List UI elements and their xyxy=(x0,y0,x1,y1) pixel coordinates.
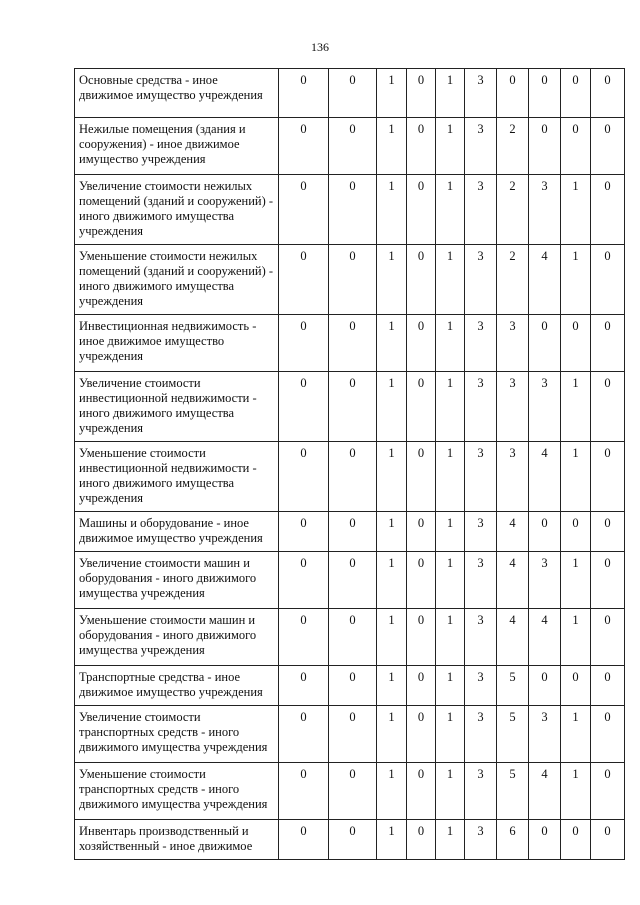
account-code-digit-cell: 3 xyxy=(497,315,529,372)
account-name-cell: Транспортные средства - иное движимое имущество учреждения xyxy=(75,666,279,706)
account-code-digit-cell: 0 xyxy=(279,442,329,512)
account-name-cell: Уменьшение стоимости транспортных средств - иного движимого имущества учреждения xyxy=(75,763,279,820)
account-code-digit-cell: 0 xyxy=(279,552,329,609)
table-row xyxy=(75,552,625,609)
account-code-digit-cell: 0 xyxy=(561,69,591,118)
account-code-digit-cell: 0 xyxy=(407,69,436,118)
account-code-digit-cell: 0 xyxy=(591,372,625,442)
account-code-digit-cell: 0 xyxy=(407,609,436,666)
account-code-digit-cell: 1 xyxy=(561,552,591,609)
account-name-cell: Увеличение стоимости инвестиционной недвижимости - иного движимого имущества учреждения xyxy=(75,372,279,442)
account-code-digit-cell: 0 xyxy=(407,442,436,512)
account-code-digit-cell: 0 xyxy=(561,315,591,372)
account-code-digit-cell: 0 xyxy=(591,552,625,609)
account-code-digit-cell: 1 xyxy=(561,442,591,512)
account-code-digit-cell: 4 xyxy=(529,609,561,666)
account-code-digit-cell: 0 xyxy=(329,820,377,860)
account-code-digit-cell: 3 xyxy=(529,706,561,763)
account-code-digit-cell: 0 xyxy=(329,372,377,442)
account-code-digit-cell: 0 xyxy=(407,706,436,763)
account-name-cell: Увеличение стоимости транспортных средств - иного движимого имущества учреждения xyxy=(75,706,279,763)
account-code-digit-cell: 1 xyxy=(377,820,407,860)
account-code-digit-cell: 1 xyxy=(377,315,407,372)
account-code-digit-cell: 0 xyxy=(279,512,329,552)
account-code-digit-cell: 1 xyxy=(436,442,465,512)
account-code-digit-cell: 0 xyxy=(329,763,377,820)
account-code-digit-cell: 0 xyxy=(279,820,329,860)
account-code-digit-cell: 0 xyxy=(561,118,591,175)
account-code-digit-cell: 1 xyxy=(377,706,407,763)
account-code-digit-cell: 1 xyxy=(377,442,407,512)
account-code-digit-cell: 0 xyxy=(329,315,377,372)
account-code-digit-cell: 5 xyxy=(497,706,529,763)
account-code-digit-cell: 2 xyxy=(497,245,529,315)
account-code-digit-cell: 0 xyxy=(529,315,561,372)
account-code-digit-cell: 3 xyxy=(465,706,497,763)
account-code-digit-cell: 1 xyxy=(436,820,465,860)
account-code-digit-cell: 1 xyxy=(377,763,407,820)
account-code-digit-cell: 1 xyxy=(561,763,591,820)
account-code-digit-cell: 0 xyxy=(407,763,436,820)
account-code-digit-cell: 0 xyxy=(279,666,329,706)
page-number: 136 xyxy=(311,40,329,54)
account-code-digit-cell: 0 xyxy=(279,315,329,372)
account-code-digit-cell: 1 xyxy=(436,315,465,372)
account-code-digit-cell: 0 xyxy=(279,118,329,175)
account-code-digit-cell: 0 xyxy=(529,69,561,118)
account-name-cell: Уменьшение стоимости машин и оборудования - иного движимого имущества учреждения xyxy=(75,609,279,666)
account-code-digit-cell: 1 xyxy=(436,69,465,118)
account-code-digit-cell: 0 xyxy=(591,245,625,315)
account-code-digit-cell: 3 xyxy=(465,609,497,666)
account-code-digit-cell: 0 xyxy=(329,609,377,666)
account-code-digit-cell: 0 xyxy=(591,118,625,175)
account-code-digit-cell: 0 xyxy=(279,69,329,118)
account-code-digit-cell: 0 xyxy=(407,118,436,175)
account-code-digit-cell: 1 xyxy=(436,763,465,820)
account-code-digit-cell: 1 xyxy=(436,706,465,763)
account-code-digit-cell: 1 xyxy=(377,175,407,245)
account-code-digit-cell: 0 xyxy=(591,175,625,245)
table-row xyxy=(75,245,625,315)
account-code-digit-cell: 0 xyxy=(407,315,436,372)
account-code-digit-cell: 0 xyxy=(279,609,329,666)
account-code-digit-cell: 0 xyxy=(529,512,561,552)
account-code-digit-cell: 0 xyxy=(407,245,436,315)
account-code-digit-cell: 0 xyxy=(329,69,377,118)
account-code-digit-cell: 3 xyxy=(465,512,497,552)
account-code-digit-cell: 0 xyxy=(561,512,591,552)
table-row xyxy=(75,512,625,552)
table-row xyxy=(75,175,625,245)
table-row xyxy=(75,442,625,512)
account-code-digit-cell: 0 xyxy=(279,763,329,820)
account-code-digit-cell: 3 xyxy=(529,372,561,442)
account-code-table xyxy=(74,68,625,860)
account-code-digit-cell: 5 xyxy=(497,666,529,706)
account-code-digit-cell: 1 xyxy=(436,552,465,609)
table-row xyxy=(75,372,625,442)
table-row xyxy=(75,820,625,860)
account-name-cell: Основные средства - иное движимое имущество учреждения xyxy=(75,69,279,118)
account-code-digit-cell: 0 xyxy=(529,666,561,706)
table-row xyxy=(75,118,625,175)
account-code-digit-cell: 0 xyxy=(407,552,436,609)
account-code-digit-cell: 0 xyxy=(407,372,436,442)
account-code-digit-cell: 0 xyxy=(561,666,591,706)
account-code-digit-cell: 3 xyxy=(497,372,529,442)
account-code-digit-cell: 0 xyxy=(279,706,329,763)
account-code-digit-cell: 1 xyxy=(377,69,407,118)
account-code-digit-cell: 0 xyxy=(279,175,329,245)
account-code-digit-cell: 4 xyxy=(529,245,561,315)
account-code-digit-cell: 1 xyxy=(561,245,591,315)
table-row xyxy=(75,666,625,706)
account-code-digit-cell: 1 xyxy=(561,706,591,763)
account-name-cell: Уменьшение стоимости инвестиционной недвижимости - иного движимого имущества учреждения xyxy=(75,442,279,512)
table-body xyxy=(75,69,625,860)
account-code-digit-cell: 1 xyxy=(436,512,465,552)
account-code-digit-cell: 1 xyxy=(436,666,465,706)
account-code-digit-cell: 1 xyxy=(436,245,465,315)
account-code-digit-cell: 0 xyxy=(329,512,377,552)
account-code-digit-cell: 0 xyxy=(591,442,625,512)
account-code-digit-cell: 1 xyxy=(377,609,407,666)
account-code-digit-cell: 0 xyxy=(329,175,377,245)
account-code-digit-cell: 0 xyxy=(591,820,625,860)
account-code-digit-cell: 0 xyxy=(591,706,625,763)
account-code-digit-cell: 3 xyxy=(465,763,497,820)
account-code-digit-cell: 3 xyxy=(465,69,497,118)
account-code-digit-cell: 4 xyxy=(497,609,529,666)
account-code-digit-cell: 3 xyxy=(465,552,497,609)
account-code-digit-cell: 3 xyxy=(465,315,497,372)
account-code-digit-cell: 0 xyxy=(329,552,377,609)
account-code-digit-cell: 0 xyxy=(497,69,529,118)
account-code-digit-cell: 0 xyxy=(329,245,377,315)
account-code-digit-cell: 0 xyxy=(591,609,625,666)
account-code-digit-cell: 0 xyxy=(591,512,625,552)
account-code-digit-cell: 3 xyxy=(529,552,561,609)
table-row xyxy=(75,69,625,118)
account-code-digit-cell: 3 xyxy=(465,820,497,860)
account-code-digit-cell: 3 xyxy=(465,175,497,245)
account-code-digit-cell: 0 xyxy=(407,175,436,245)
account-code-digit-cell: 0 xyxy=(279,245,329,315)
account-code-digit-cell: 0 xyxy=(561,820,591,860)
account-name-cell: Уменьшение стоимости нежилых помещений (зданий и сооружений) - иного движимого имущества учреждения xyxy=(75,245,279,315)
account-code-digit-cell: 1 xyxy=(436,175,465,245)
account-code-digit-cell: 3 xyxy=(529,175,561,245)
account-name-cell: Инвентарь производственный и хозяйственный - иное движимое xyxy=(75,820,279,860)
account-code-digit-cell: 0 xyxy=(591,763,625,820)
account-code-digit-cell: 0 xyxy=(591,69,625,118)
account-name-cell: Увеличение стоимости нежилых помещений (зданий и сооружений) - иного движимого имущества учреждения xyxy=(75,175,279,245)
account-code-digit-cell: 1 xyxy=(377,372,407,442)
account-name-cell: Инвестиционная недвижимость - иное движимое имущество учреждения xyxy=(75,315,279,372)
account-code-digit-cell: 6 xyxy=(497,820,529,860)
account-name-cell: Нежилые помещения (здания и сооружения) - иное движимое имущество учреждения xyxy=(75,118,279,175)
account-code-digit-cell: 4 xyxy=(497,512,529,552)
account-code-digit-cell: 3 xyxy=(465,666,497,706)
account-code-digit-cell: 2 xyxy=(497,175,529,245)
account-code-digit-cell: 0 xyxy=(329,706,377,763)
account-code-digit-cell: 3 xyxy=(465,372,497,442)
account-code-digit-cell: 1 xyxy=(436,609,465,666)
account-code-digit-cell: 4 xyxy=(497,552,529,609)
account-code-digit-cell: 4 xyxy=(529,763,561,820)
account-code-digit-cell: 0 xyxy=(279,372,329,442)
account-code-digit-cell: 4 xyxy=(529,442,561,512)
account-code-digit-cell: 1 xyxy=(561,372,591,442)
account-code-digit-cell: 0 xyxy=(529,118,561,175)
account-code-digit-cell: 3 xyxy=(465,245,497,315)
account-code-digit-cell: 5 xyxy=(497,763,529,820)
account-code-digit-cell: 1 xyxy=(561,609,591,666)
account-code-digit-cell: 1 xyxy=(436,118,465,175)
account-code-digit-cell: 3 xyxy=(497,442,529,512)
account-code-digit-cell: 3 xyxy=(465,442,497,512)
account-code-digit-cell: 1 xyxy=(377,512,407,552)
table-row xyxy=(75,609,625,666)
account-code-digit-cell: 1 xyxy=(377,118,407,175)
account-code-digit-cell: 1 xyxy=(377,245,407,315)
account-code-digit-cell: 3 xyxy=(465,118,497,175)
account-code-digit-cell: 0 xyxy=(407,820,436,860)
account-code-digit-cell: 1 xyxy=(377,552,407,609)
table-row xyxy=(75,315,625,372)
account-code-digit-cell: 0 xyxy=(591,315,625,372)
account-code-digit-cell: 1 xyxy=(436,372,465,442)
account-code-digit-cell: 0 xyxy=(591,666,625,706)
account-name-cell: Машины и оборудование - иное движимое имущество учреждения xyxy=(75,512,279,552)
account-name-cell: Увеличение стоимости машин и оборудования - иного движимого имущества учреждения xyxy=(75,552,279,609)
account-code-digit-cell: 1 xyxy=(377,666,407,706)
account-code-digit-cell: 0 xyxy=(329,442,377,512)
account-code-digit-cell: 1 xyxy=(561,175,591,245)
account-code-digit-cell: 0 xyxy=(329,118,377,175)
table-row xyxy=(75,763,625,820)
table-row xyxy=(75,706,625,763)
account-code-digit-cell: 2 xyxy=(497,118,529,175)
account-code-digit-cell: 0 xyxy=(329,666,377,706)
account-code-digit-cell: 0 xyxy=(407,512,436,552)
account-code-digit-cell: 0 xyxy=(407,666,436,706)
account-code-digit-cell: 0 xyxy=(529,820,561,860)
